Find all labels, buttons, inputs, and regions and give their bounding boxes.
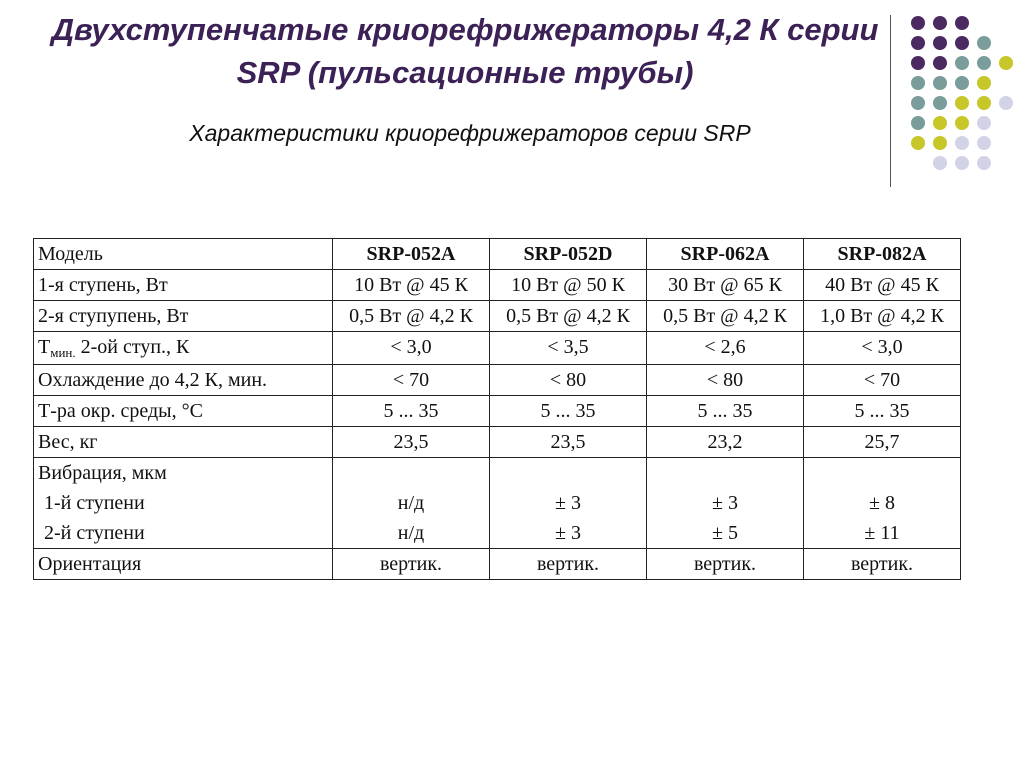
table-row-stage2 <box>34 301 961 332</box>
dot <box>933 156 947 170</box>
table-row-cooldown <box>34 365 961 396</box>
dot <box>977 156 991 170</box>
table-cell: 23,5 <box>490 427 647 458</box>
table-cell: < 70 <box>804 365 961 396</box>
table-row-tmin <box>34 332 961 365</box>
table-cell: < 3,5 <box>490 332 647 365</box>
row-label: Ориентация <box>34 549 333 580</box>
table-cell: вертик. <box>804 549 961 580</box>
table-cell: 0,5 Вт @ 4,2 К <box>647 301 804 332</box>
table-cell: 1,0 Вт @ 4,2 К <box>804 301 961 332</box>
dot <box>911 56 925 70</box>
table-cell: 10 Вт @ 45 К <box>333 270 490 301</box>
header-label: Модель <box>34 239 333 270</box>
dot <box>999 56 1013 70</box>
dot <box>933 96 947 110</box>
dot <box>977 96 991 110</box>
table-cell: 5 ... 35 <box>333 396 490 427</box>
divider-line <box>890 15 891 187</box>
tmin-label-rest: 2-ой ступ., К <box>75 336 190 358</box>
dot <box>977 56 991 70</box>
dot <box>911 76 925 90</box>
table-cell: < 3,0 <box>804 332 961 365</box>
table-cell: < 3,0 <box>333 332 490 365</box>
table-row-weight <box>34 427 961 458</box>
dot <box>999 96 1013 110</box>
model-header: SRP-052D <box>490 239 647 270</box>
dot <box>911 136 925 150</box>
table-cell: < 80 <box>490 365 647 396</box>
dot <box>955 156 969 170</box>
table-header-row <box>34 239 961 270</box>
table-cell: 23,2 <box>647 427 804 458</box>
vibration-stage1-label: 1-й ступени <box>44 492 145 514</box>
dot <box>933 76 947 90</box>
dot <box>955 76 969 90</box>
table-cell: 30 Вт @ 65 К <box>647 270 804 301</box>
row-label <box>34 458 333 549</box>
dot <box>955 136 969 150</box>
table-cell: 40 Вт @ 45 К <box>804 270 961 301</box>
dot <box>955 16 969 30</box>
table-cell: 10 Вт @ 50 К <box>490 270 647 301</box>
vibration-value: н/д <box>397 522 425 544</box>
slide-subtitle: Характеристики криорефрижераторов серии SRP <box>189 120 751 146</box>
table-cell: < 70 <box>333 365 490 396</box>
dot <box>977 116 991 130</box>
table-row-orientation <box>34 549 961 580</box>
vibration-value: ± 8 <box>869 492 895 514</box>
dot <box>955 96 969 110</box>
dot <box>977 36 991 50</box>
dot <box>977 136 991 150</box>
table-cell: 23,5 <box>333 427 490 458</box>
tmin-label-t: Т <box>38 336 51 358</box>
table-cell <box>490 458 647 549</box>
dot <box>911 36 925 50</box>
dot <box>955 56 969 70</box>
row-label: 1-я ступень, Вт <box>34 270 333 301</box>
table-cell: < 2,6 <box>647 332 804 365</box>
dot <box>933 36 947 50</box>
table-cell: < 80 <box>647 365 804 396</box>
table-cell: 0,5 Вт @ 4,2 К <box>333 301 490 332</box>
dot <box>911 116 925 130</box>
vibration-value: н/д <box>397 492 425 514</box>
dot <box>955 36 969 50</box>
table-cell: вертик. <box>490 549 647 580</box>
table-cell: вертик. <box>647 549 804 580</box>
table-cell: 5 ... 35 <box>804 396 961 427</box>
dot <box>955 116 969 130</box>
table-cell: 5 ... 35 <box>647 396 804 427</box>
table-cell: вертик. <box>333 549 490 580</box>
row-label: Вес, кг <box>34 427 333 458</box>
dot <box>933 56 947 70</box>
dot <box>933 116 947 130</box>
table-cell <box>804 458 961 549</box>
vibration-stage2-label: 2-й ступени <box>44 522 145 544</box>
dot <box>977 76 991 90</box>
vibration-value: ± 5 <box>712 522 738 544</box>
table-cell <box>647 458 804 549</box>
dot <box>911 16 925 30</box>
row-label: Охлаждение до 4,2 К, мин. <box>34 365 333 396</box>
vibration-value: ± 3 <box>555 522 581 544</box>
table-cell <box>333 458 490 549</box>
table-row-stage1 <box>34 270 961 301</box>
specs-table <box>33 238 961 580</box>
vibration-value: ± 3 <box>555 492 581 514</box>
vibration-value: ± 11 <box>864 522 900 544</box>
model-header: SRP-082A <box>804 239 961 270</box>
model-header: SRP-062A <box>647 239 804 270</box>
dot <box>911 96 925 110</box>
row-label: Т-ра окр. среды, °С <box>34 396 333 427</box>
vibration-label: Вибрация, мкм <box>38 462 167 484</box>
dot <box>933 16 947 30</box>
table-row-vibration <box>34 458 961 549</box>
vibration-value: ± 3 <box>712 492 738 514</box>
dot <box>933 136 947 150</box>
table-row-ambient <box>34 396 961 427</box>
table-cell: 5 ... 35 <box>490 396 647 427</box>
table-cell: 0,5 Вт @ 4,2 К <box>490 301 647 332</box>
tmin-label-subscript: мин. <box>50 345 76 360</box>
row-label <box>34 332 333 365</box>
table-cell: 25,7 <box>804 427 961 458</box>
slide-title: Двухступенчатые криорефрижераторы 4,2 К серии SRP (пульсационные трубы) <box>51 12 879 90</box>
row-label: 2-я ступупень, Вт <box>34 301 333 332</box>
model-header: SRP-052A <box>333 239 490 270</box>
